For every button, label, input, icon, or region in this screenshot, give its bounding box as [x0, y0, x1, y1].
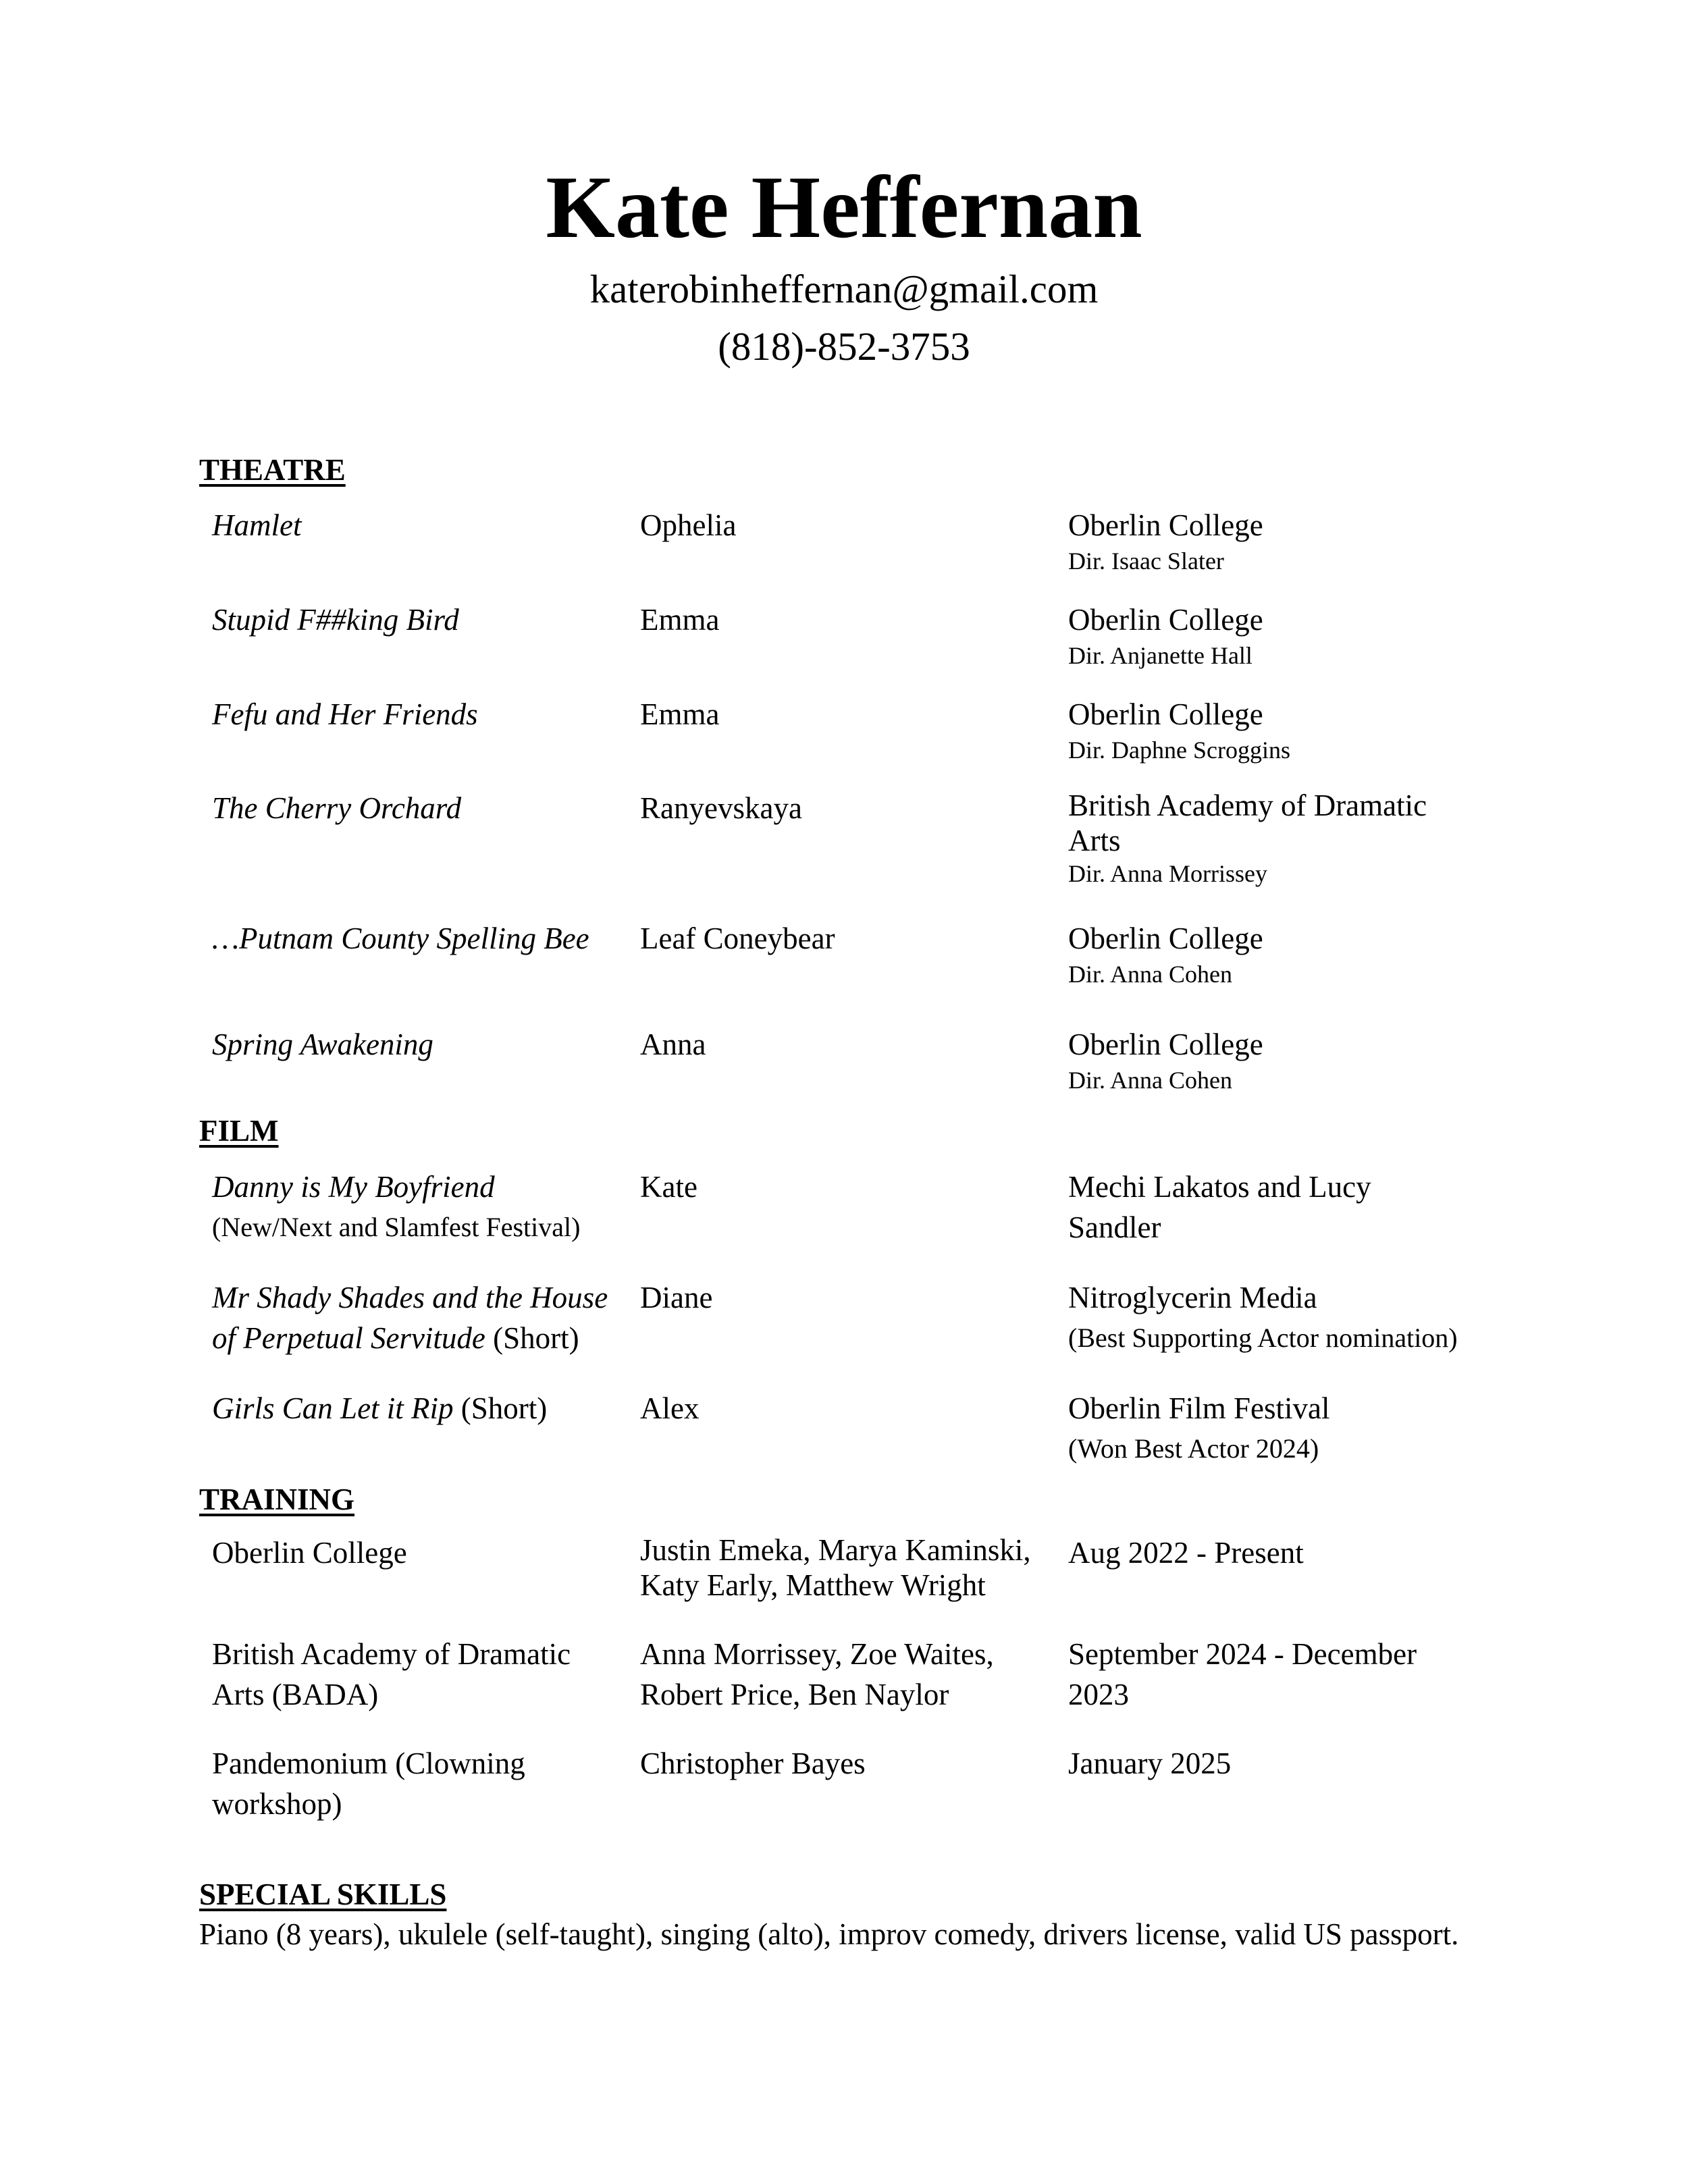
theatre-venue-cell: [1068, 694, 1541, 766]
special-skills-text: Piano (8 years), ukulele (self-taught), singing (alto), improv comedy, drivers license, valid US passport.: [199, 1917, 1459, 1951]
theatre-venue: Oberlin College: [1068, 1028, 1263, 1061]
theatre-venue-cell: [1068, 600, 1541, 671]
film-venue-cell: [1068, 1388, 1541, 1469]
theatre-title: Stupid F##king Bird: [212, 603, 459, 637]
film-title-note: (New/Next and Slamfest Festival): [212, 1212, 581, 1242]
film-title-suffix: (Short): [485, 1321, 579, 1355]
theatre-venue: Oberlin College: [1068, 508, 1263, 542]
training-school: Pandemonium (Clowning workshop): [212, 1747, 525, 1821]
theatre-title: The Cherry Orchard: [212, 791, 462, 825]
special-skills-heading: SPECIAL SKILLS: [199, 1877, 447, 1911]
theatre-venue: Oberlin College: [1068, 697, 1263, 731]
film-venue: Oberlin Film Festival: [1068, 1391, 1330, 1425]
theatre-role: Emma: [640, 697, 720, 731]
film-award-note: (Best Supporting Actor nomination): [1068, 1323, 1458, 1353]
theatre-role: Leaf Coneybear: [640, 922, 835, 955]
theatre-role: Ranyevskaya: [640, 791, 802, 825]
theatre-venue-cell: [1068, 788, 1446, 889]
training-teachers: Justin Emeka, Marya Kaminski, Katy Early, Matthew Wright: [640, 1533, 1031, 1602]
theatre-venue: Oberlin College: [1068, 922, 1263, 955]
theatre-title: Fefu and Her Friends: [212, 697, 478, 731]
theatre-venue-cell: [1068, 918, 1541, 990]
film-title-cell: [212, 1388, 617, 1429]
theatre-venue-cell: [1068, 1024, 1541, 1096]
phone-number: (818)-852-3753: [718, 324, 970, 369]
theatre-title: Spring Awakening: [212, 1028, 433, 1061]
theatre-role: Anna: [640, 1028, 706, 1061]
training-school: British Academy of Dramatic Arts (BADA): [212, 1637, 571, 1711]
film-title: Danny is My Boyfriend: [212, 1170, 495, 1204]
film-title: Girls Can Let it Rip: [212, 1391, 454, 1425]
training-teachers: Anna Morrissey, Zoe Waites, Robert Price, Ben Naylor: [640, 1637, 994, 1711]
film-award-note: (Won Best Actor 2024): [1068, 1433, 1319, 1464]
film-heading: FILM: [199, 1114, 279, 1148]
film-venue: Nitroglycerin Media: [1068, 1281, 1317, 1314]
theatre-director: Dir. Anna Morrissey: [1068, 860, 1267, 887]
training-heading: TRAINING: [199, 1483, 355, 1516]
film-role: Diane: [640, 1281, 713, 1314]
film-venue-cell: [1068, 1277, 1554, 1358]
theatre-role: Ophelia: [640, 508, 737, 542]
theatre-venue: British Academy of Dramatic Arts: [1068, 789, 1427, 857]
training-teachers: Christopher Bayes: [640, 1747, 866, 1780]
theatre-title: Hamlet: [212, 508, 302, 542]
training-dates: September 2024 - December 2023: [1068, 1637, 1417, 1711]
email-address: katerobinheffernan@gmail.com: [589, 267, 1099, 311]
theatre-title: …Putnam County Spelling Bee: [212, 922, 589, 955]
theatre-director: Dir. Daphne Scroggins: [1068, 737, 1290, 764]
applicant-name: Kate Heffernan: [546, 157, 1142, 257]
film-title: Mr Shady Shades and the House of Perpetual Servitude: [212, 1281, 608, 1355]
theatre-director: Dir. Anna Cohen: [1068, 1067, 1232, 1094]
film-role: Kate: [640, 1170, 697, 1204]
film-title-cell: [212, 1277, 624, 1358]
theatre-director: Dir. Anna Cohen: [1068, 961, 1232, 988]
theatre-heading: THEATRE: [199, 453, 346, 487]
film-title-suffix: (Short): [453, 1391, 548, 1425]
theatre-role: Emma: [640, 603, 720, 637]
film-title-cell: [212, 1167, 617, 1248]
theatre-venue: Oberlin College: [1068, 603, 1263, 637]
training-dates: Aug 2022 - Present: [1068, 1536, 1304, 1570]
theatre-director: Dir. Isaac Slater: [1068, 548, 1224, 575]
film-venue: Mechi Lakatos and Lucy Sandler: [1068, 1170, 1371, 1244]
training-school: Oberlin College: [212, 1536, 407, 1570]
film-role: Alex: [640, 1391, 700, 1425]
theatre-director: Dir. Anjanette Hall: [1068, 642, 1252, 669]
theatre-venue-cell: [1068, 505, 1541, 577]
training-dates: January 2025: [1068, 1747, 1232, 1780]
